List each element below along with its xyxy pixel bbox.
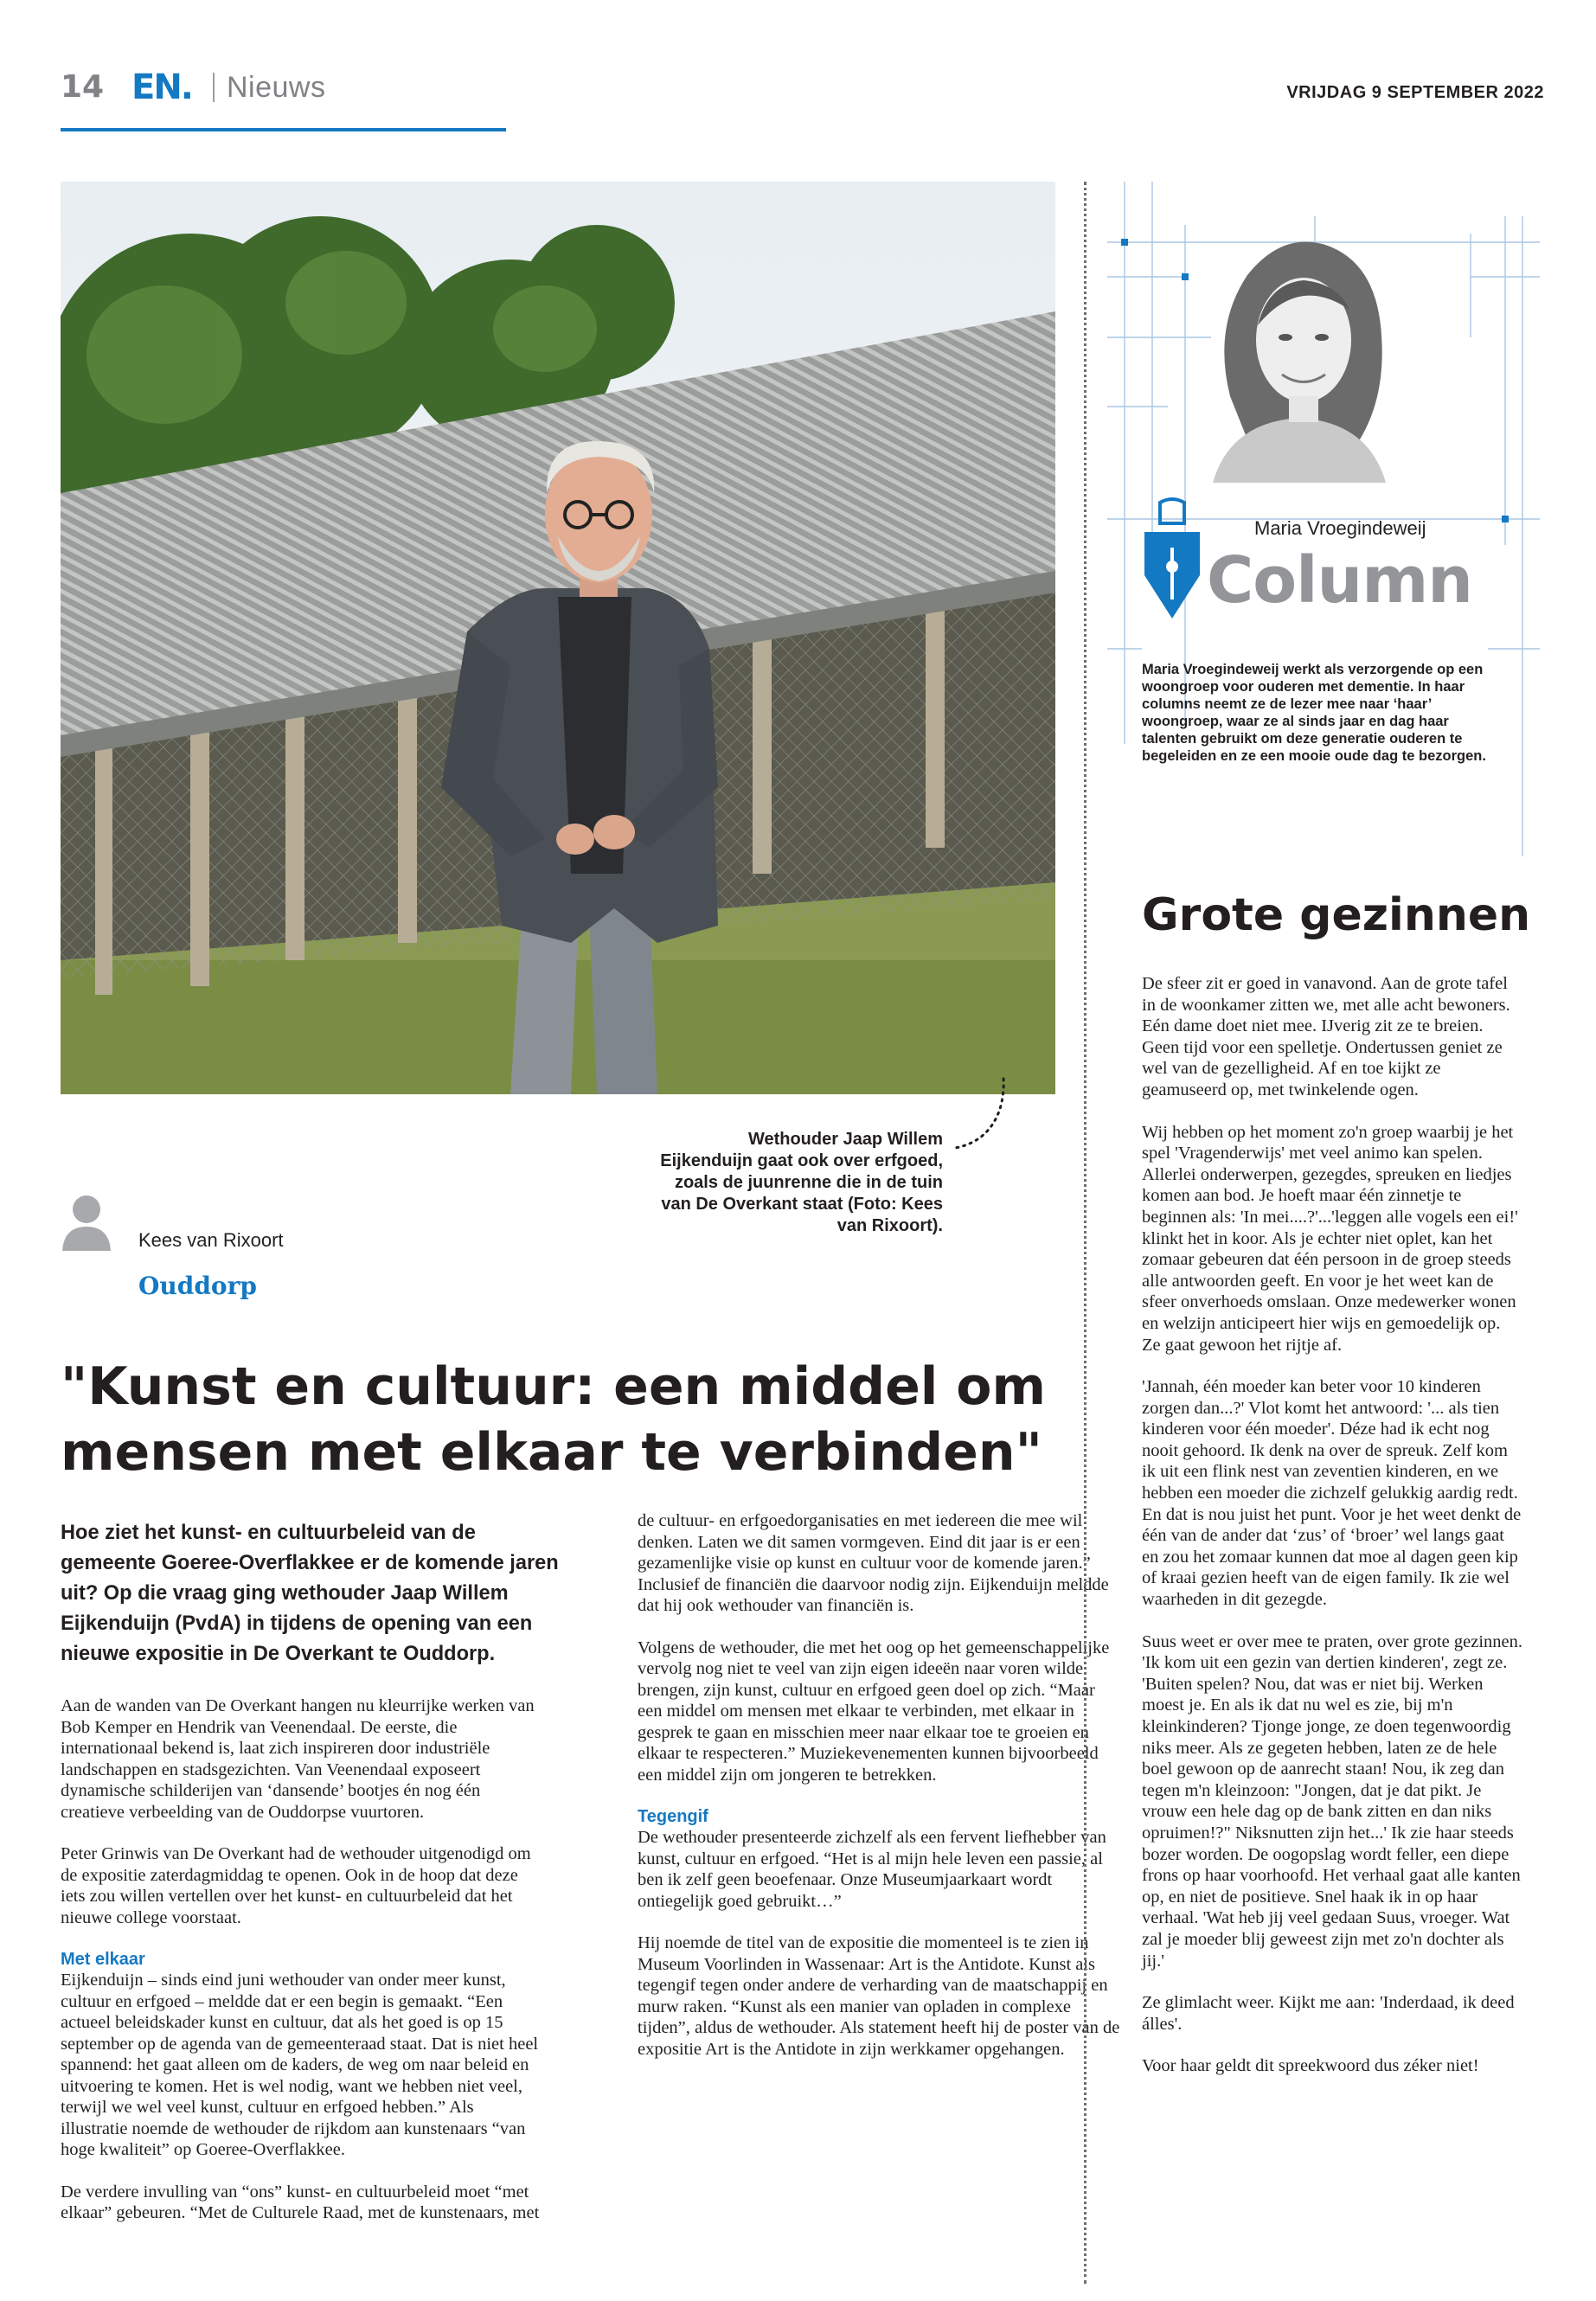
paragraph: De sfeer zit er goed in vanavond. Aan de grote tafel in de woonkamer zitten we, met alle acht bewoners. Eén dame doet niet mee. IJverig zit ze te breien. Geen tijd voor een spelletje. Ondertussen geniet ze wel van de gezelligheid. Af en toe kijkt ze geamuseerd op, met twinkelende ogen. <box>1142 974 1510 1099</box>
paragraph: Peter Grinwis van De Overkant had de wethouder uitgenodigd om de expositie zaterdagmiddag te openen. Ook in de hoop dat deze iets zou willen vertellen over het kunst- en cultuurbeleid dat het nieuwe college voorstaat. <box>61 1844 531 1927</box>
column-body <box>1142 973 1522 2098</box>
paragraph: Aan de wanden van De Overkant hangen nu kleurrijke werken van Bob Kemper en Hendrik van Veenendaal. De eerste, die internationaal bekend is, laat zich inspireren door industriële landschappen en stadsgezichten. Van Veenendaal exposeert dynamische schilderijen van ‘dansende’ bootjes én nog één creatieve verbeelding van de Ouddorpse vuurtoren. <box>61 1696 535 1822</box>
paragraph: 'Jannah, één moeder kan beter voor 10 kinderen zorgen dan...?' Vlot komt het antwoord: '... als tien kinderen voor één moeder'. Déze had ik echt nog nooit gehoord. Ik denk na over de spreuk. Zelf kom ik uit een flink nest van zeventien kinderen, en we hebben een moeder die zichzelf gelukkig aardig redt. En dat is nou juist het punt. Voor je het weet denkt de één van de ander dat ‘zus’ of ‘broer’ wel langs gaat en zou het zomaar kunnen dat moe al dagen geen kip of kraai gezien heeft van de eigen family. Ik zie wel waarheden in dit gezegde. <box>1142 1377 1522 1610</box>
newspaper-logo: EN. <box>131 67 192 107</box>
paragraph: de cultuur- en erfgoedorganisaties en met iedereen die mee wil denken. Laten we dit samen vormgeven. Eind dit jaar is er een gezamenlijke visie op kunst en cultuur voor de komende jaren.” Inclusief de financiën die daarvoor nodig zijn. Eijkenduijn meldde dat hij ook wethouder van financiën is. <box>638 1511 1109 1615</box>
section-name: Nieuws <box>227 71 326 104</box>
paragraph: Voor haar geldt dit spreekwoord dus zéker niet! <box>1142 2056 1479 2076</box>
paragraph: Hij noemde de titel van de expositie die momenteel is te zien in Museum Voorlinden in Wassenaar: Art is the Antidote. Kunst als tegengif tegen onder andere de verharding van de maatschappij en murw raken. “Kunst als een manier van opladen in complexe tijden”, aldus de wethouder. Als statement heeft hij de poster van de expositie Art is the Antidote in zijn werkkamer opgehangen. <box>638 1933 1120 2059</box>
page-header <box>61 61 1544 130</box>
columnist-intro: Maria Vroegindeweij werkt als verzorgende op een woongroep voor ouderen met dementie. In haar columns neemt ze de lezer mee naar ‘haar’ woongroep, waar ze al sinds jaar en dag haar talenten gebruikt om deze generatie ouderen te begeleiden en ze een mooie oude dag te bezorgen. <box>1142 662 1486 764</box>
column-headline: Grote gezinnen <box>1142 889 1531 941</box>
page-number: 14 <box>61 69 105 105</box>
dateline-location: Ouddorp <box>138 1272 257 1300</box>
photo-caption: Wethouder Jaap Willem Eijkenduijn gaat ook over erfgoed, zoals de juunrenne die in de tuin van De Overkant staat (Foto: Kees van Rixoort). <box>660 1130 943 1235</box>
paragraph: Volgens de wethouder, die met het oog op het gemeenschappelijke vervolg nog niet te veel van zijn eigen ideeën naar voren wilde brengen, zijn kunst, cultuur en erfgoed geen doel op zich. “Maar een middel om mensen met elkaar te verbinden, met elkaar in gesprek te gaan en misschien meer naar elkaar toe te groeien en elkaar te respecteren.” Muziekevenementen kunnen bijvoorbeeld een middel zijn om jongeren te betrekken. <box>638 1638 1110 1785</box>
columnist-name: Maria Vroegindeweij <box>1254 517 1426 539</box>
issue-date: VRIJDAG 9 SEPTEMBER 2022 <box>1286 83 1544 102</box>
header-rule <box>61 128 506 131</box>
paragraph: Eijkenduijn – sinds eind juni wethouder van onder meer kunst, cultuur en erfgoed – meldde dat er een begin is gemaakt. “Een actueel beleidskader kunst en cultuur, dat als het goed is op 15 september op de agenda van de gemeenteraad staat. Dat is niet heel spannend: het gaat alleen om de kaders, de weg om naar beleid en uitvoering te komen. Het is wel nodig, want we hebben niet veel, terwijl we wel veel kunst, cultuur en erfgoed hebben.” Als illustratie noemde de wethouder de rijkdom aan kunstenaars “van hoge kwaliteit” op Goeree-Overflakkee. <box>61 1971 539 2159</box>
article-lead: Hoe ziet het kunst- en cultuurbeleid van de gemeente Goeree-Overflakkee er de komende jaren uit? Op die vraag ging wethouder Jaap Willem Eijkenduijn (PvdA) in tijdens de opening van een nieuwe expositie in De Overkant te Ouddorp. <box>61 1522 559 1665</box>
article-headline: "Kunst en cultuur: een middel om mensen met elkaar te verbinden" <box>61 1356 1047 1483</box>
paragraph: De verdere invulling van “ons” kunst- en cultuurbeleid moet “met elkaar” gebeuren. “Met de Culturele Raad, met de kunstenaars, met <box>61 2182 540 2222</box>
subheading-met-elkaar: Met elkaar <box>61 1950 145 1969</box>
columnist-portrait <box>1195 223 1403 483</box>
subheading-tegengif: Tegengif <box>638 1807 708 1826</box>
caption-pointer-icon <box>952 1077 1012 1155</box>
paragraph: Ze glimlacht weer. Kijkt me aan: 'Inderdaad, ik deed álles'. <box>1142 1993 1515 2034</box>
header-separator <box>213 73 215 102</box>
author-avatar-icon <box>61 1192 112 1253</box>
paragraph: De wethouder presenteerde zichzelf als een fervent liefhebber van kunst, cultuur en erfgoed. “Het is al mijn hele leven een passie, al ben ik zelf geen beoefenaar. Onze Museumjaarkaart wordt ontiegelijk goed gebruikt…” <box>638 1828 1106 1911</box>
paragraph: Suus weet er over mee te praten, over grote gezinnen. 'Ik kom uit een gezin van dertien kinderen', zegt ze. 'Buiten spelen? Nou, dat was er niet bij. Werken moest je. En als ik dat nu wel es zie, bij m'n kleinkinderen? Tjonge jonge, ze doen tegenwoordig niks meer. Als ze gegeten hebben, laten ze de hele boel gewoon op de aanrecht staan! Nou, ik zeg dan tegen m'n kleinzoon: "Jongen, dat je dat pikt. Je vrouw een hele dag op de bank zitten en dan niks opruimen!?" Niksnutten zijn het...' Ik zie haar steeds bozer worden. De oogopslag wordt feller, een diepe frons op haar voorhoofd. Het verhaal gaat alle kanten op, en niet de positieve. Snel haak ik in op haar verhaal. 'Wat heb jij veel gedaan Suus, vroeger. Wat zal je moeder blij geweest zijn met zo'n dochter als jij.' <box>1142 1631 1522 1971</box>
fountain-pen-icon <box>1138 497 1207 627</box>
column-label: Column <box>1207 543 1472 618</box>
author-name: Kees van Rixoort <box>138 1229 284 1251</box>
article-column-1 <box>61 1695 545 2224</box>
article-column-2 <box>638 1510 1122 2060</box>
article-photo <box>61 182 1055 1094</box>
paragraph: Wij hebben op het moment zo'n groep waarbij je het spel 'Vragenderwijs' met veel animo kan spelen. Allerlei onderwerpen, gezegdes, spreuken en liedjes komen aan bod. Je hoeft maar één zinnetje te beginnen als: 'In mei....?'...'leggen alle vogels een ei!' klinkt het in koor. Als je echter niet oplet, kan het zomaar gebeuren dat één persoon in de groep steeds alle antwoorden geeft. En voor je het weet kan de sfeer onverhoeds omslaan. Onze medewerker wonen en welzijn anticipeert hier wijs en gemoedelijk op. Ze gaat gewoon het rijtje af. <box>1142 1122 1518 1355</box>
column-divider <box>1084 182 1086 2284</box>
